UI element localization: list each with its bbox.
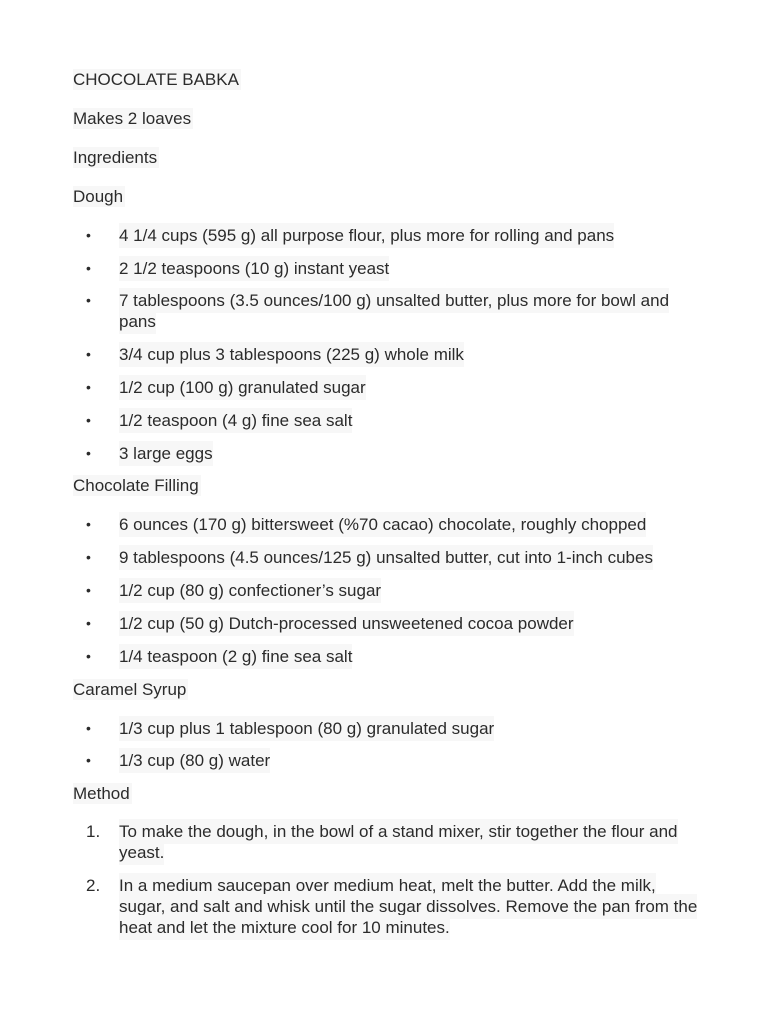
- recipe-yield: Makes 2 loaves: [73, 109, 192, 128]
- list-item-text: 2 1/2 teaspoons (10 g) instant yeast: [119, 259, 390, 278]
- method-heading: Method: [73, 784, 130, 803]
- list-item-text: 1/3 cup plus 1 tablespoon (80 g) granulated sugar: [119, 719, 495, 738]
- bullet-marker: •: [86, 516, 91, 532]
- syrup-heading: Caramel Syrup: [73, 680, 187, 699]
- list-item-text: 1/4 teaspoon (2 g) fine sea salt: [119, 647, 353, 666]
- bullet-marker: •: [86, 720, 91, 736]
- list-item-text: 1/2 cup (100 g) granulated sugar: [119, 378, 366, 397]
- list-item-text: 1/2 cup (50 g) Dutch-processed unsweetened cocoa powder: [119, 614, 574, 633]
- recipe-title: CHOCOLATE BABKA: [73, 70, 239, 89]
- list-item-text: 3/4 cup plus 3 tablespoons (225 g) whole milk: [119, 345, 464, 364]
- bullet-marker: •: [86, 549, 91, 565]
- list-item-text: 9 tablespoons (4.5 ounces/125 g) unsalted butter, cut into 1-inch cubes: [119, 548, 653, 567]
- bullet-marker: •: [86, 346, 91, 362]
- bullet-marker: •: [86, 615, 91, 631]
- list-item-text: 1/3 cup (80 g) water: [119, 751, 271, 770]
- step-number: 2.: [86, 876, 101, 895]
- list-item-text: 3 large eggs: [119, 444, 213, 463]
- list-item-text: 1/2 teaspoon (4 g) fine sea salt: [119, 411, 353, 430]
- filling-heading: Chocolate Filling: [73, 476, 199, 495]
- dough-heading: Dough: [73, 187, 124, 206]
- bullet-marker: •: [86, 412, 91, 428]
- bullet-marker: •: [86, 292, 91, 308]
- bullet-marker: •: [86, 379, 91, 395]
- bullet-marker: •: [86, 227, 91, 243]
- ingredients-heading: Ingredients: [73, 148, 158, 167]
- bullet-marker: •: [86, 445, 91, 461]
- list-item-text: 1/2 cup (80 g) confectioner’s sugar: [119, 581, 382, 600]
- step-text: To make the dough, in the bowl of a stand mixer, stir together the flour and yeast.: [119, 822, 678, 862]
- step-text: In a medium saucepan over medium heat, melt the butter. Add the milk, sugar, and salt and whisk until the sugar dissolves. Remove the pan from the heat and let the mixture cool for 10 minutes.: [119, 876, 698, 937]
- list-item-text: 6 ounces (170 g) bittersweet (%70 cacao) chocolate, roughly chopped: [119, 515, 647, 534]
- bullet-marker: •: [86, 582, 91, 598]
- list-item-text: 4 1/4 cups (595 g) all purpose flour, plus more for rolling and pans: [119, 226, 615, 245]
- list-item-text: 7 tablespoons (3.5 ounces/100 g) unsalted butter, plus more for bowl and pans: [119, 291, 670, 331]
- step-number: 1.: [86, 822, 101, 841]
- bullet-marker: •: [86, 648, 91, 664]
- bullet-marker: •: [86, 752, 91, 768]
- bullet-marker: •: [86, 260, 91, 276]
